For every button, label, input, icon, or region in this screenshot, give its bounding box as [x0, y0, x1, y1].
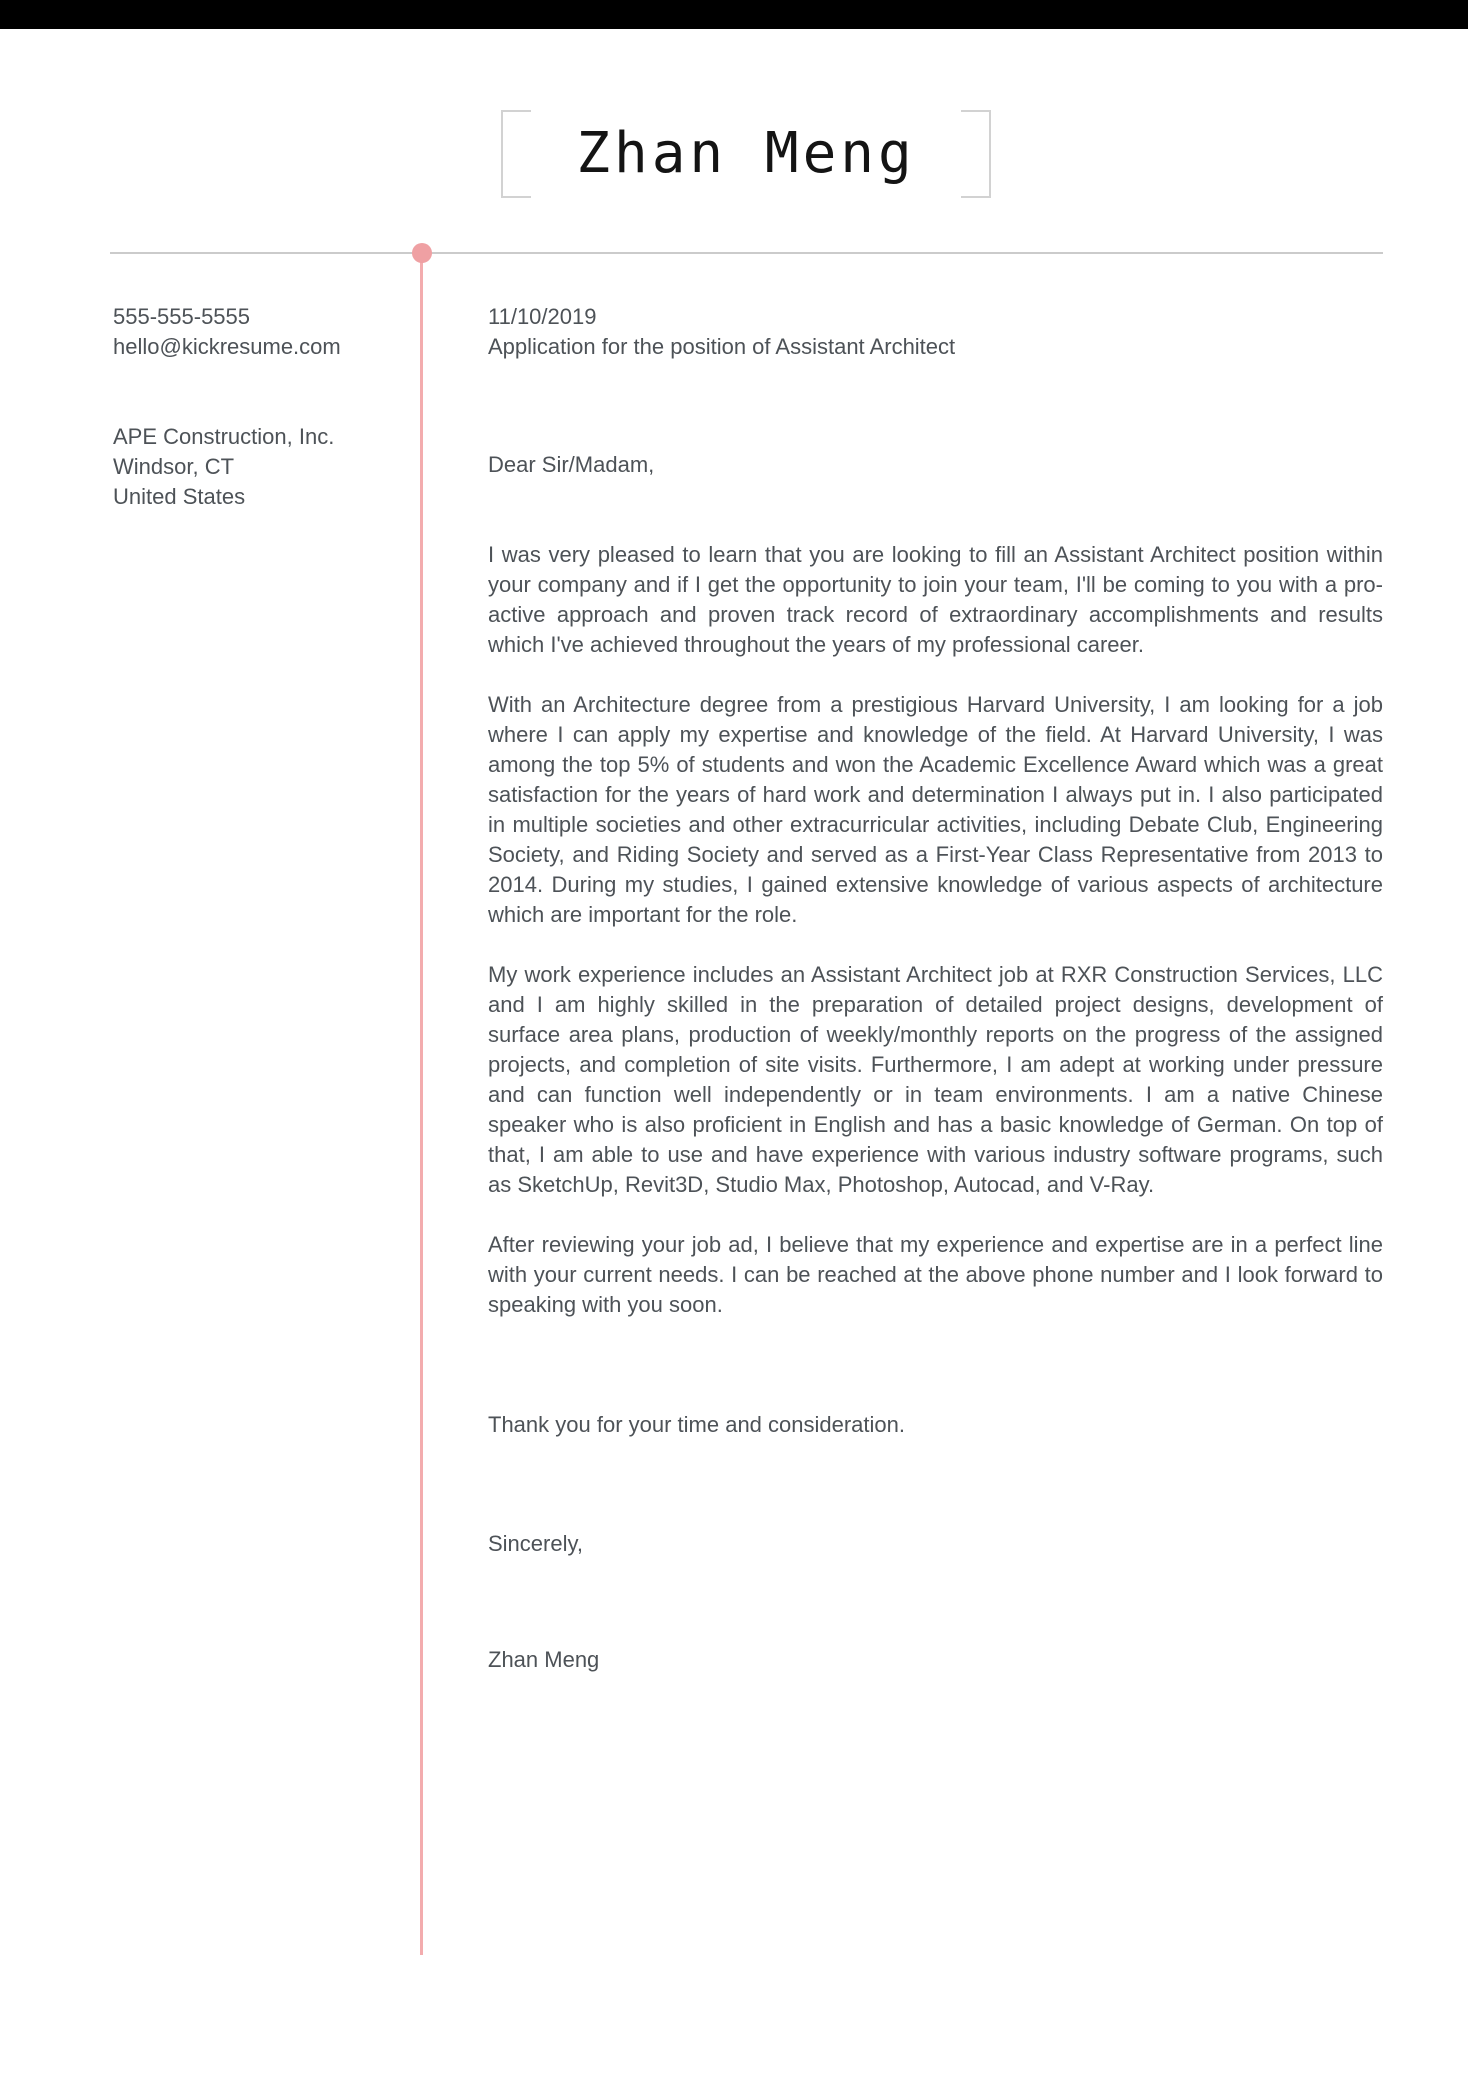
letter-paragraph: After reviewing your job ad, I believe that my experience and expertise are in a perfect line with your current needs. I can be reached at the above phone number and I look forward to speaking with you soon. [488, 1232, 1383, 1317]
letter-body [488, 302, 1383, 1675]
recipient-block [113, 422, 408, 512]
top-bar [0, 0, 1468, 29]
letter-paragraph: I was very pleased to learn that you are looking to fill an Assistant Architect position within your company and if I get the opportunity to join your team, I'll be coming to you with a pro-active approach and proven track record of extraordinary accomplishments and results which I've achieved throughout the years of my professional career. [488, 542, 1383, 657]
letter-subject: Application for the position of Assistant Architect [488, 334, 956, 359]
recipient-country: United States [113, 484, 246, 509]
recipient-city: Windsor, CT [113, 454, 235, 479]
name-frame [501, 110, 990, 198]
closing-text: Sincerely, [488, 1531, 583, 1556]
vertical-divider [420, 253, 423, 1955]
letter-paragraph: My work experience includes an Assistant Architect job at RXR Construction Services, LLC and I am highly skilled in the preparation of detailed project designs, development of surface area plans, production of weekly/monthly reports on the progress of the assigned projects, and completion of site visits. Furthermore, I am adept at working under pressure and can function well independently or in team environments. I am a native Chinese speaker who is also proficient in English and has a basic knowledge of German. On top of that, I am able to use and have experience with various industry software programs, such as SketchUp, Revit3D, Studio Max, Photoshop, Autocad, and V-Ray. [488, 962, 1383, 1197]
horizontal-divider [110, 252, 1383, 254]
letter-paragraph: With an Architecture degree from a prestigious Harvard University, I am looking for a job where I can apply my expertise and knowledge of the field. At Harvard University, I was among the top 5% of students and won the Academic Excellence Award which was a great satisfaction for the years of hard work and determination I always put in. I also participated in multiple societies and other extracurricular activities, including Debate Club, Engineering Society, and Riding Society and served as a First-Year Class Representative from 2013 to 2014. During my studies, I gained extensive knowledge of various aspects of architecture which are important for the role. [488, 692, 1383, 927]
applicant-name: Zhan Meng [576, 121, 916, 186]
contact-sidebar [113, 302, 408, 512]
letter-header [0, 110, 1468, 198]
contact-block [113, 302, 408, 362]
phone-text: 555-555-5555 [113, 304, 251, 329]
signature-text: Zhan Meng [488, 1647, 600, 1672]
left-bracket-decoration-icon [501, 110, 531, 198]
salutation-text: Dear Sir/Madam, [488, 452, 655, 477]
email-text: hello@kickresume.com [113, 334, 341, 359]
recipient-company: APE Construction, Inc. [113, 424, 335, 449]
letter-date: 11/10/2019 [488, 304, 597, 329]
date-subject-block [488, 302, 1383, 362]
right-bracket-decoration-icon [961, 110, 991, 198]
thanks-text: Thank you for your time and consideration. [488, 1412, 906, 1437]
timeline-dot-icon [412, 243, 432, 263]
